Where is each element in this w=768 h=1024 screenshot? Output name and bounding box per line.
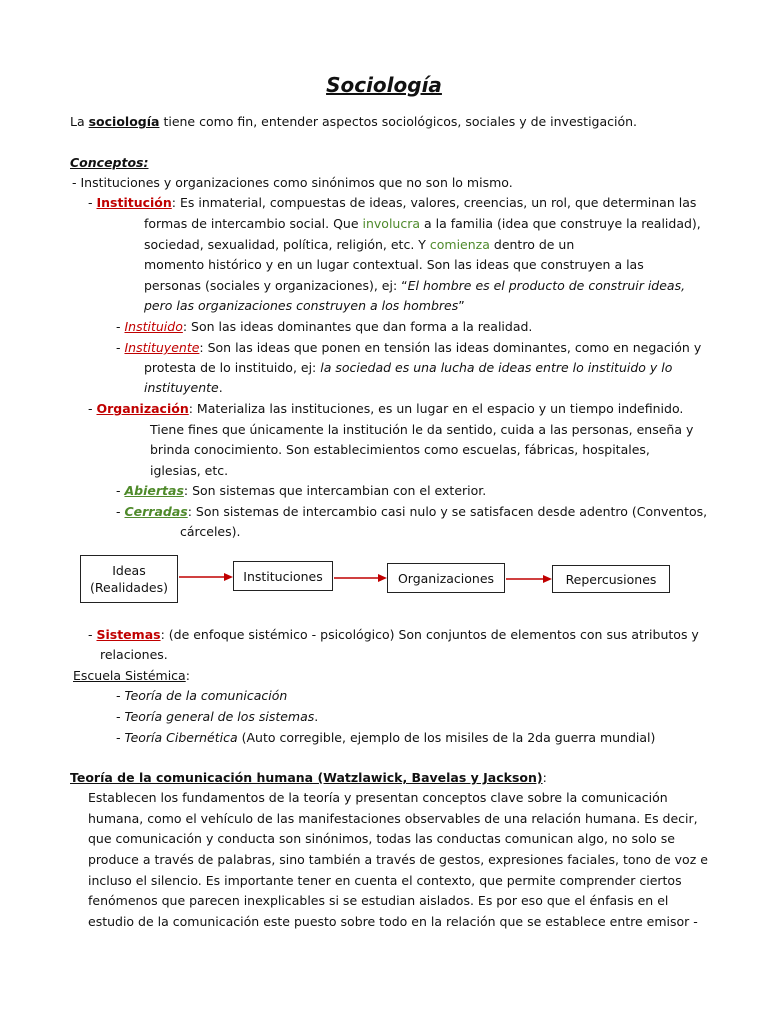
escuela-item-2: - Teoría general de los sistemas. <box>116 709 319 724</box>
institucion-line-1: - Institución: Es inmaterial, compuestas de ideas, valores, creencias, un rol, que determinan las <box>88 195 697 210</box>
institucion-term: Institución <box>96 195 172 210</box>
cerradas-term: Cerradas <box>124 504 188 519</box>
institucion-line-5: personas (sociales y organizaciones), ej: “El hombre es el producto de construir ideas, <box>144 278 686 293</box>
teoria-line: Establecen los fundamentos de la teoría y presentan conceptos clave sobre la comunicación <box>88 790 668 805</box>
escuela-item-1: - Teoría de la comunicación <box>116 688 288 703</box>
escuela-item-3: - Teoría Cibernética (Auto corregible, ejemplo de los misiles de la 2da guerra mundial) <box>116 730 656 745</box>
conceptos-heading: Conceptos: <box>70 155 149 170</box>
page-title: Sociología <box>326 73 442 97</box>
teoria-line: estudio de la comunicación este puesto sobre todo en la relación que se establece entre emisor - <box>88 914 698 929</box>
instituido-term: Instituido <box>124 319 183 334</box>
sistemas-line-2: relaciones. <box>100 647 168 662</box>
instituyente-line-1: - Instituyente: Son las ideas que ponen en tensión las ideas dominantes, como en negación y <box>116 340 702 355</box>
sistemas-term: Sistemas <box>96 627 161 642</box>
institucion-line-2: formas de intercambio social. Que involucra a la familia (idea que construye la realidad), <box>144 216 701 231</box>
institucion-line-3: sociedad, sexualidad, política, religión, etc. Y comienza dentro de un <box>144 237 575 252</box>
box-ideas: Ideas (Realidades) <box>80 555 178 603</box>
organizacion-line-2: Tiene fines que únicamente la institución le da sentido, cuida a las personas, enseña y <box>150 422 694 437</box>
sociologia-term: sociología <box>88 114 160 129</box>
box-repercusiones: Repercusiones <box>552 565 670 593</box>
abiertas-line: - Abiertas: Son sistemas que intercambian con el exterior. <box>116 483 487 498</box>
organizacion-line-1: - Organización: Materializa las instituciones, es un lugar en el espacio y un tiempo indefinido. <box>88 401 684 416</box>
conceptos-line: - Instituciones y organizaciones como sinónimos que no son lo mismo. <box>72 175 513 190</box>
box-organizaciones: Organizaciones <box>387 563 505 593</box>
instituido-line: - Instituido: Son las ideas dominantes que dan forma a la realidad. <box>116 319 533 334</box>
arrow-ideas-instituciones <box>179 573 233 581</box>
organizacion-term: Organización <box>96 401 189 416</box>
box-instituciones: Instituciones <box>233 561 333 591</box>
cerradas-line-2: cárceles). <box>180 524 241 539</box>
arrow-organizaciones-repercusiones <box>506 575 552 583</box>
sistemas-line-1: - Sistemas: (de enfoque sistémico - psicológico) Son conjuntos de elementos con sus atributos y <box>88 627 699 642</box>
cerradas-line-1: - Cerradas: Son sistemas de intercambio casi nulo y se satisfacen desde adentro (Conventos, <box>116 504 708 519</box>
organizacion-line-4: iglesias, etc. <box>150 463 229 478</box>
institucion-line-6: pero las organizaciones construyen a los hombres” <box>144 298 465 313</box>
abiertas-term: Abiertas <box>124 483 184 498</box>
teoria-line: incluso el silencio. Es importante tener en cuenta el contexto, que permite comprender ciertos <box>88 873 682 888</box>
teoria-line: produce a través de palabras, sino también a través de gestos, expresiones faciales, tono de voz e <box>88 852 708 867</box>
organizacion-line-3: brinda conocimiento. Son establecimientos como escuelas, fábricas, hospitales, <box>150 442 650 457</box>
institucion-line-4: momento histórico y en un lugar contextual. Son las ideas que construyen a las <box>144 257 644 272</box>
instituyente-line-2: protesta de lo instituido, ej: la sociedad es una lucha de ideas entre lo instituido y lo <box>144 360 673 375</box>
instituyente-line-3: instituyente. <box>144 380 223 395</box>
arrow-instituciones-organizaciones <box>334 574 387 582</box>
intro-paragraph: La sociología tiene como fin, entender aspectos sociológicos, sociales y de investigación. <box>70 114 638 129</box>
teoria-heading: Teoría de la comunicación humana (Watzlawick, Bavelas y Jackson): <box>70 770 547 785</box>
teoria-line: humana, como el vehículo de las manifestaciones observables de una relación humana. Es decir, <box>88 811 698 826</box>
escuela-heading: Escuela Sistémica: <box>73 668 190 683</box>
instituyente-term: Instituyente <box>124 340 200 355</box>
teoria-line: fenómenos que parecen inexplicables si se estudian aislados. Es por eso que el énfasis en el <box>88 893 669 908</box>
teoria-line: que comunicación y conducta son sinónimos, todas las conductas comunican algo, no solo se <box>88 831 675 846</box>
